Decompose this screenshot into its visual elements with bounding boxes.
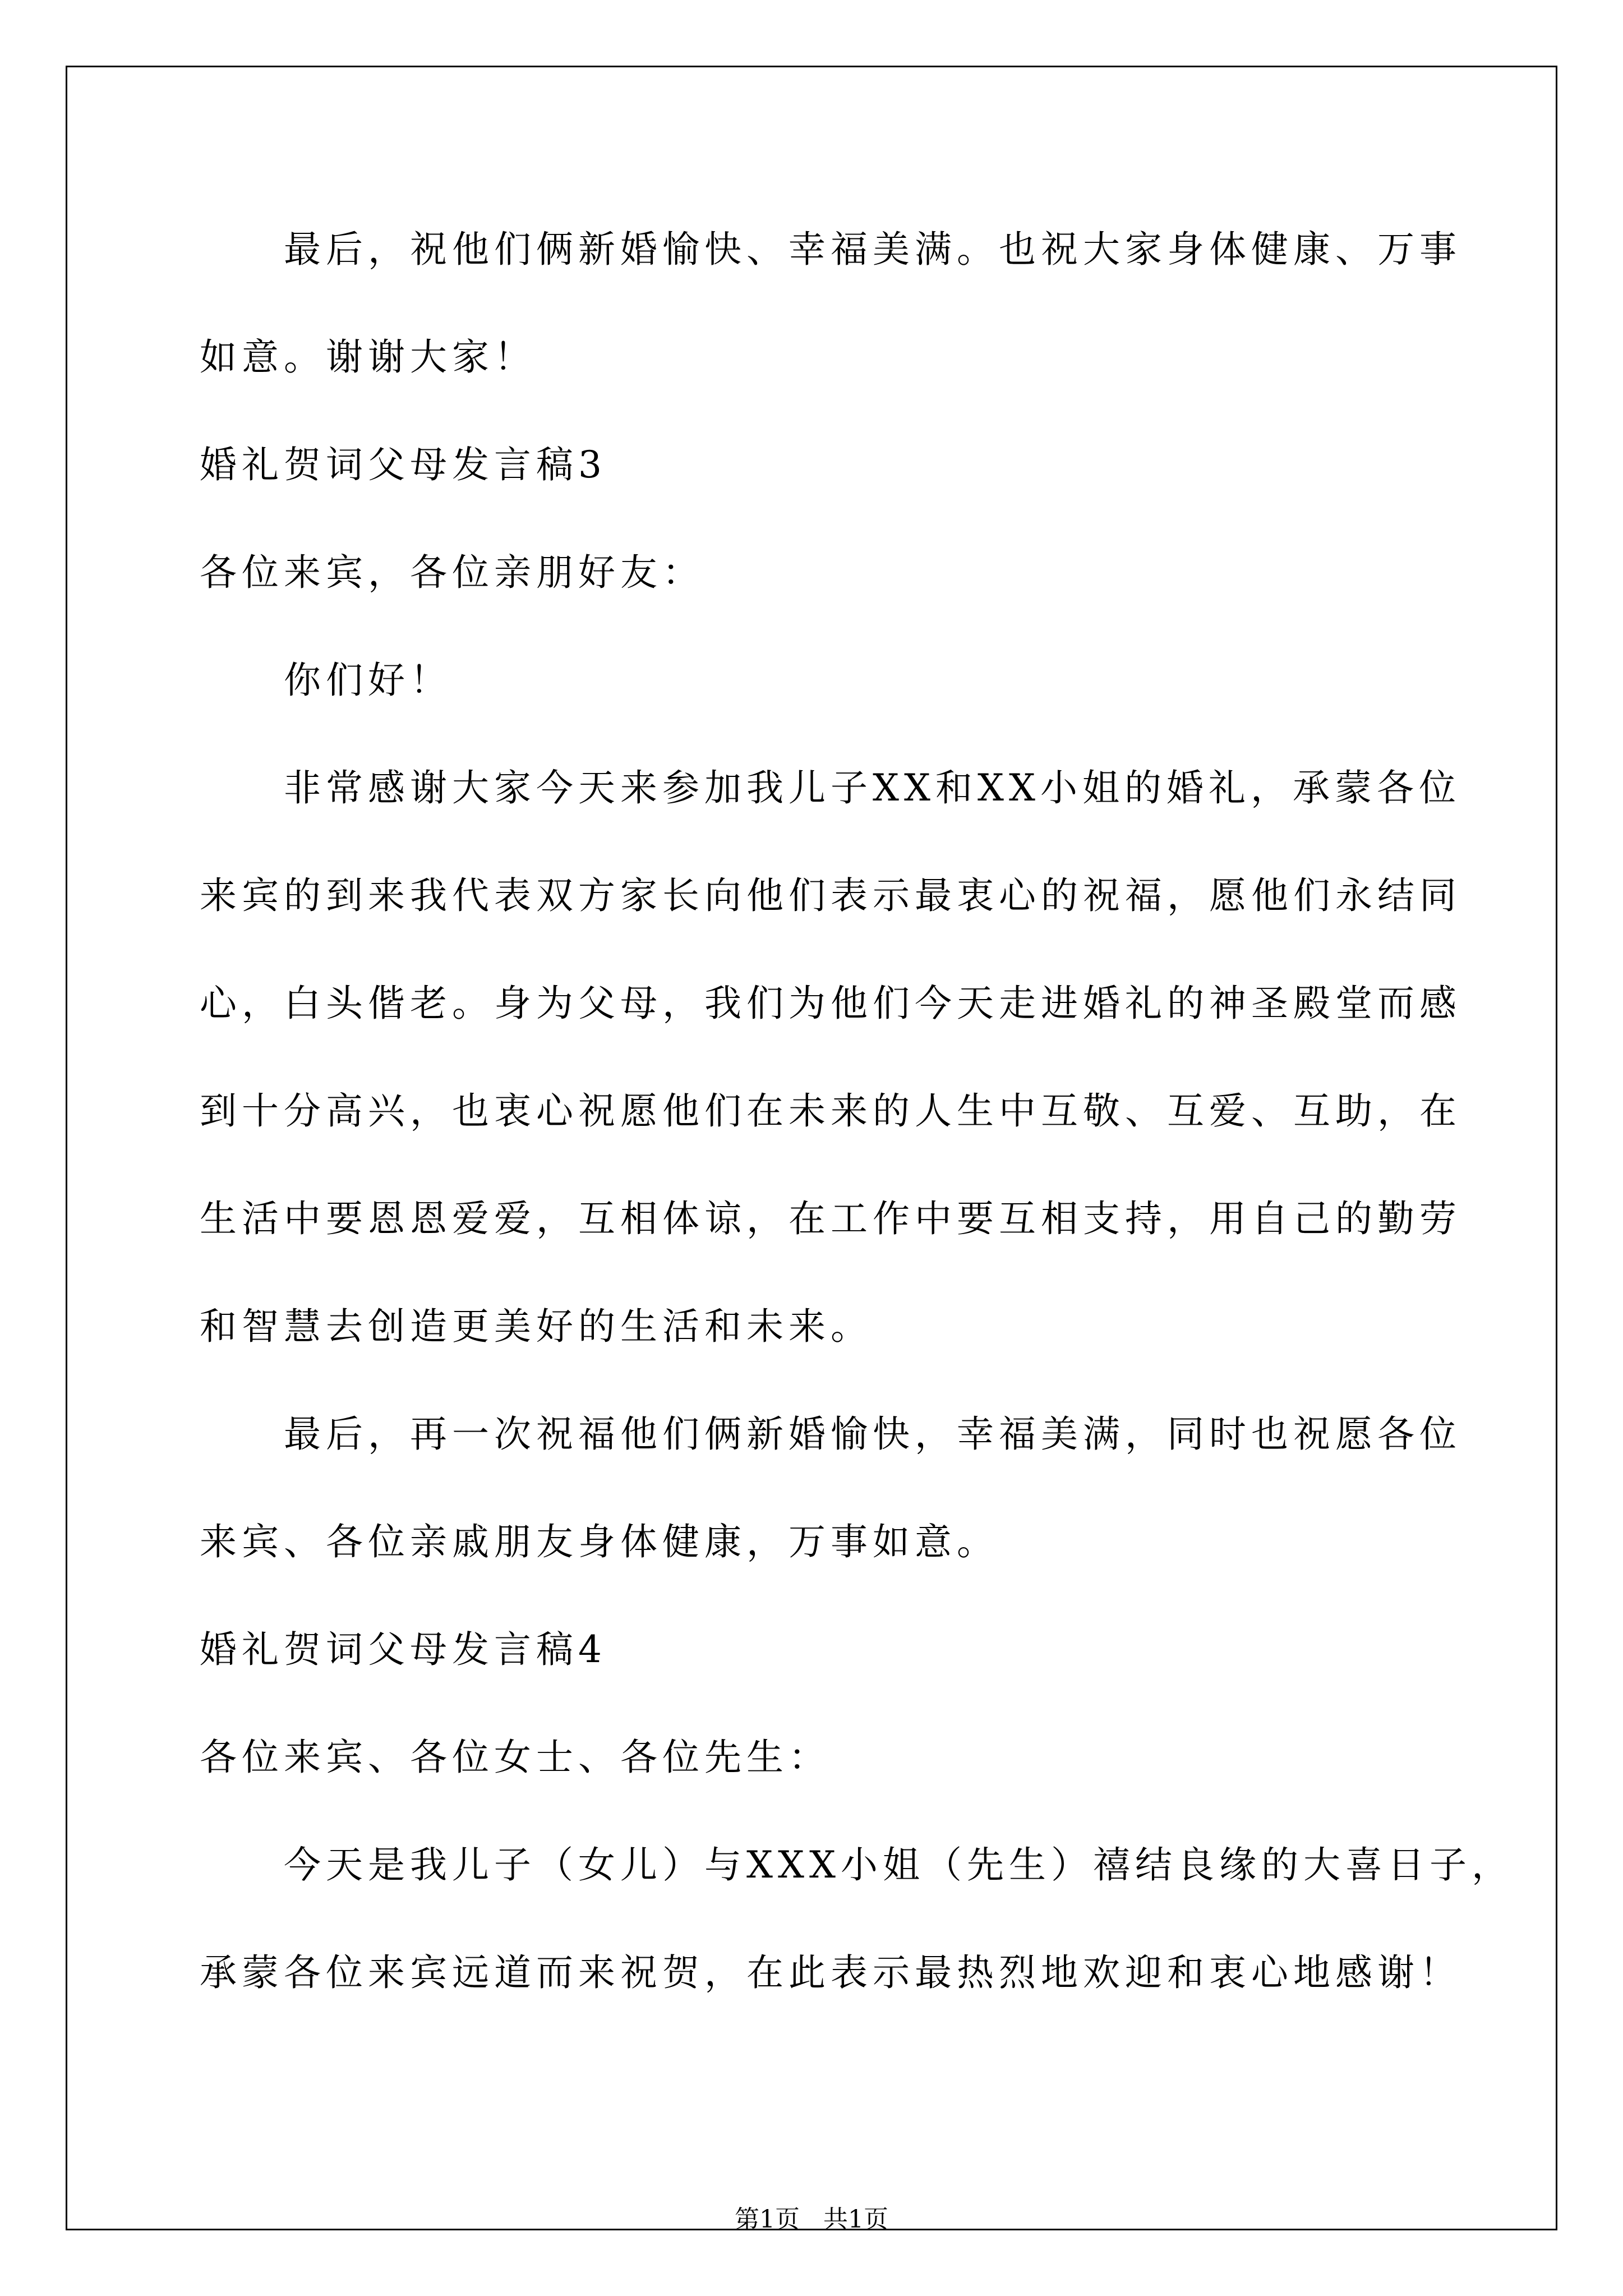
paragraph-line: 来宾、各位亲戚朋友身体健康，万事如意。 — [200, 1520, 999, 1563]
paragraph-line: 最后，再一次祝福他们俩新婚愉快，幸福美满，同时也祝愿各位 — [284, 1412, 1461, 1456]
greeting-line: 你们好！ — [284, 659, 452, 702]
paragraph-line: 如意。谢谢大家！ — [200, 335, 536, 379]
salutation-line: 各位来宾，各位亲朋好友： — [200, 551, 704, 594]
paragraph-line: 生活中要恩恩爱爱，互相体谅，在工作中要互相支持，用自己的勤劳 — [200, 1197, 1461, 1240]
paragraph-line: 今天是我儿子（女儿）与XXX小姐（先生）禧结良缘的大喜日子， — [284, 1843, 1514, 1887]
paragraph-line: 承蒙各位来宾远道而来祝贺，在此表示最热烈地欢迎和衷心地感谢！ — [200, 1951, 1461, 1994]
salutation-line: 各位来宾、各位女士、各位先生： — [200, 1736, 831, 1779]
section-heading: 婚礼贺词父母发言稿3 — [200, 443, 607, 486]
paragraph-line: 非常感谢大家今天来参加我儿子XX和XX小姐的婚礼，承蒙各位 — [284, 766, 1461, 809]
paragraph-line: 最后，祝他们俩新婚愉快、幸福美满。也祝大家身体健康、万事 — [284, 228, 1461, 271]
page-border — [66, 66, 1557, 2230]
paragraph-line: 到十分高兴，也衷心祝愿他们在未来的人生中互敬、互爱、互助，在 — [200, 1089, 1461, 1133]
paragraph-line: 和智慧去创造更美好的生活和未来。 — [200, 1305, 873, 1348]
paragraph-line: 心，白头偕老。身为父母，我们为他们今天走进婚礼的神圣殿堂而感 — [200, 982, 1461, 1025]
section-heading: 婚礼贺词父母发言稿4 — [200, 1628, 607, 1671]
page-footer: 第1页 共1页 — [735, 2205, 888, 2234]
paragraph-line: 来宾的到来我代表双方家长向他们表示最衷心的祝福，愿他们永结同 — [200, 874, 1461, 917]
